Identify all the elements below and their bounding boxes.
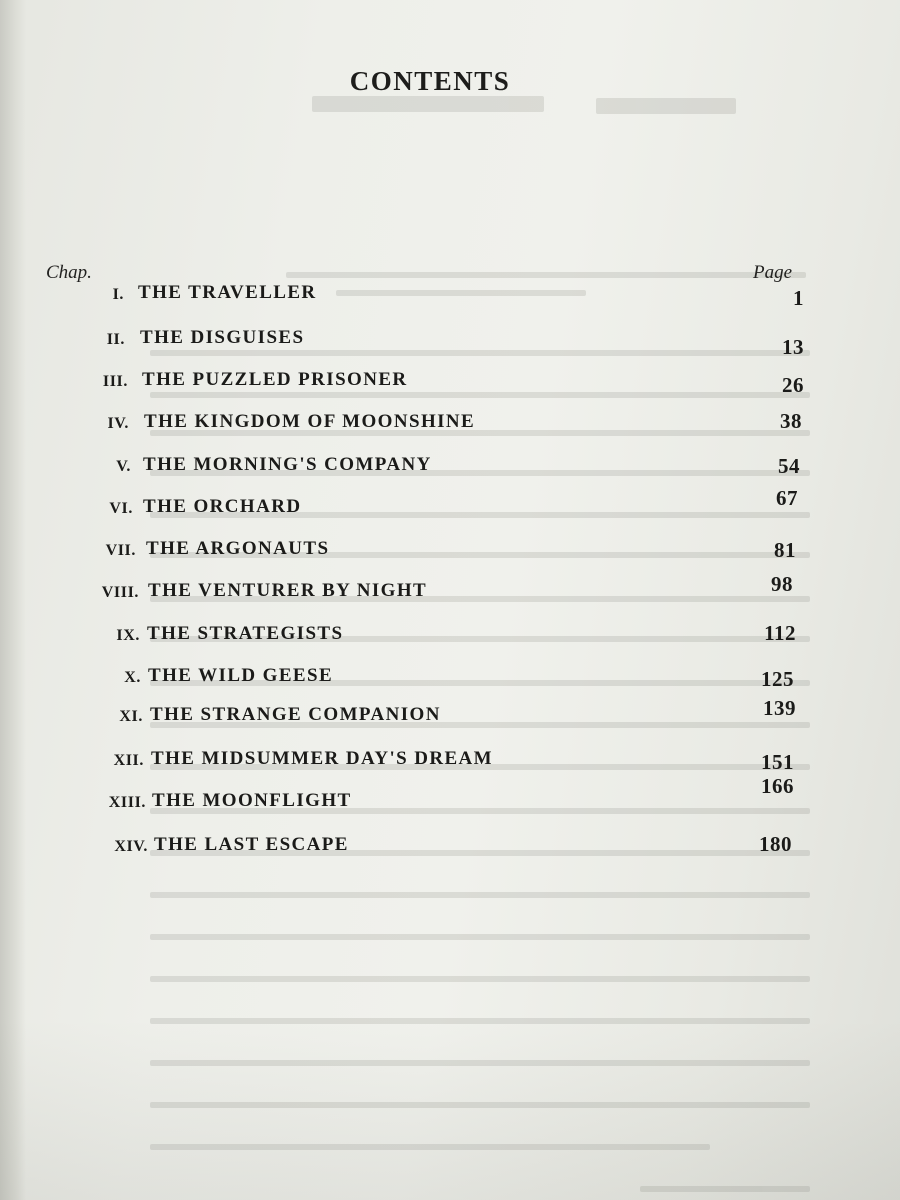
- toc-row: [0, 367, 900, 397]
- chapter-page: 54: [778, 454, 800, 478]
- chapter-page: 1: [793, 286, 804, 310]
- toc-row: [0, 572, 900, 608]
- chapter-page: 81: [774, 538, 796, 562]
- chapter-number: V.: [116, 458, 131, 475]
- chapter-number: VII.: [105, 542, 136, 559]
- toc-row: [0, 409, 900, 439]
- chapter-number: I.: [112, 286, 124, 303]
- chapter-title: THE STRANGE COMPANION: [150, 704, 441, 725]
- chapter-title: THE ORCHARD: [143, 496, 302, 517]
- chapter-page: 26: [782, 373, 804, 397]
- chapter-page: 38: [780, 409, 802, 433]
- chapter-number: XIII.: [108, 794, 146, 811]
- chapter-title: THE PUZZLED PRISONER: [142, 369, 408, 390]
- chapter-page: 13: [782, 335, 804, 359]
- page-column-header: Page: [753, 262, 793, 283]
- chapter-title: THE LAST ESCAPE: [154, 834, 349, 855]
- chapter-page: 112: [764, 621, 796, 645]
- chapter-number: XI.: [119, 708, 143, 725]
- chapter-page: 151: [761, 750, 794, 774]
- chapter-page: 98: [771, 572, 793, 596]
- chapter-title: THE WILD GEESE: [148, 665, 334, 686]
- toc-row: [0, 325, 900, 359]
- chapter-page: 125: [761, 667, 794, 691]
- toc-row: [0, 452, 900, 482]
- toc-row: [0, 774, 900, 818]
- chapter-page: 180: [759, 832, 792, 856]
- page-title: CONTENTS: [349, 66, 511, 96]
- toc-row: [0, 486, 900, 524]
- toc-row: [0, 280, 900, 310]
- chapter-title: THE KINGDOM OF MOONSHINE: [144, 411, 476, 432]
- chapter-number: IX.: [116, 627, 140, 644]
- chapter-number: III.: [102, 373, 128, 390]
- chapter-title: THE VENTURER BY NIGHT: [148, 580, 428, 601]
- toc-row: [0, 621, 900, 651]
- chapter-title: THE TRAVELLER: [138, 282, 317, 303]
- chapter-title: THE DISGUISES: [140, 327, 305, 348]
- page-bottom-shadow: [0, 1020, 900, 1200]
- toc-row: [0, 696, 900, 732]
- chapter-page: 67: [776, 486, 798, 510]
- chapter-number: X.: [124, 669, 141, 686]
- chapter-title: THE MOONFLIGHT: [152, 790, 352, 811]
- chapter-title: THE MIDSUMMER DAY'S DREAM: [151, 748, 494, 769]
- chapter-number: IV.: [107, 415, 129, 432]
- chapter-number: XII.: [113, 752, 144, 769]
- chapter-page: 139: [763, 696, 796, 720]
- chapter-title: THE MORNING'S COMPANY: [143, 454, 432, 475]
- chapter-column-header: Chap.: [46, 262, 92, 283]
- chapter-number: XIV.: [114, 838, 148, 855]
- toc-row: [0, 832, 900, 862]
- chapter-number: II.: [106, 331, 125, 348]
- chapter-number: VI.: [109, 500, 133, 517]
- toc-row: [0, 536, 900, 566]
- chapter-title: THE STRATEGISTS: [147, 623, 344, 644]
- toc-row: [0, 746, 900, 776]
- chapter-title: THE ARGONAUTS: [146, 538, 330, 559]
- toc-row: [0, 663, 900, 693]
- chapter-number: VIII.: [101, 584, 139, 601]
- chapter-page: 166: [761, 774, 794, 798]
